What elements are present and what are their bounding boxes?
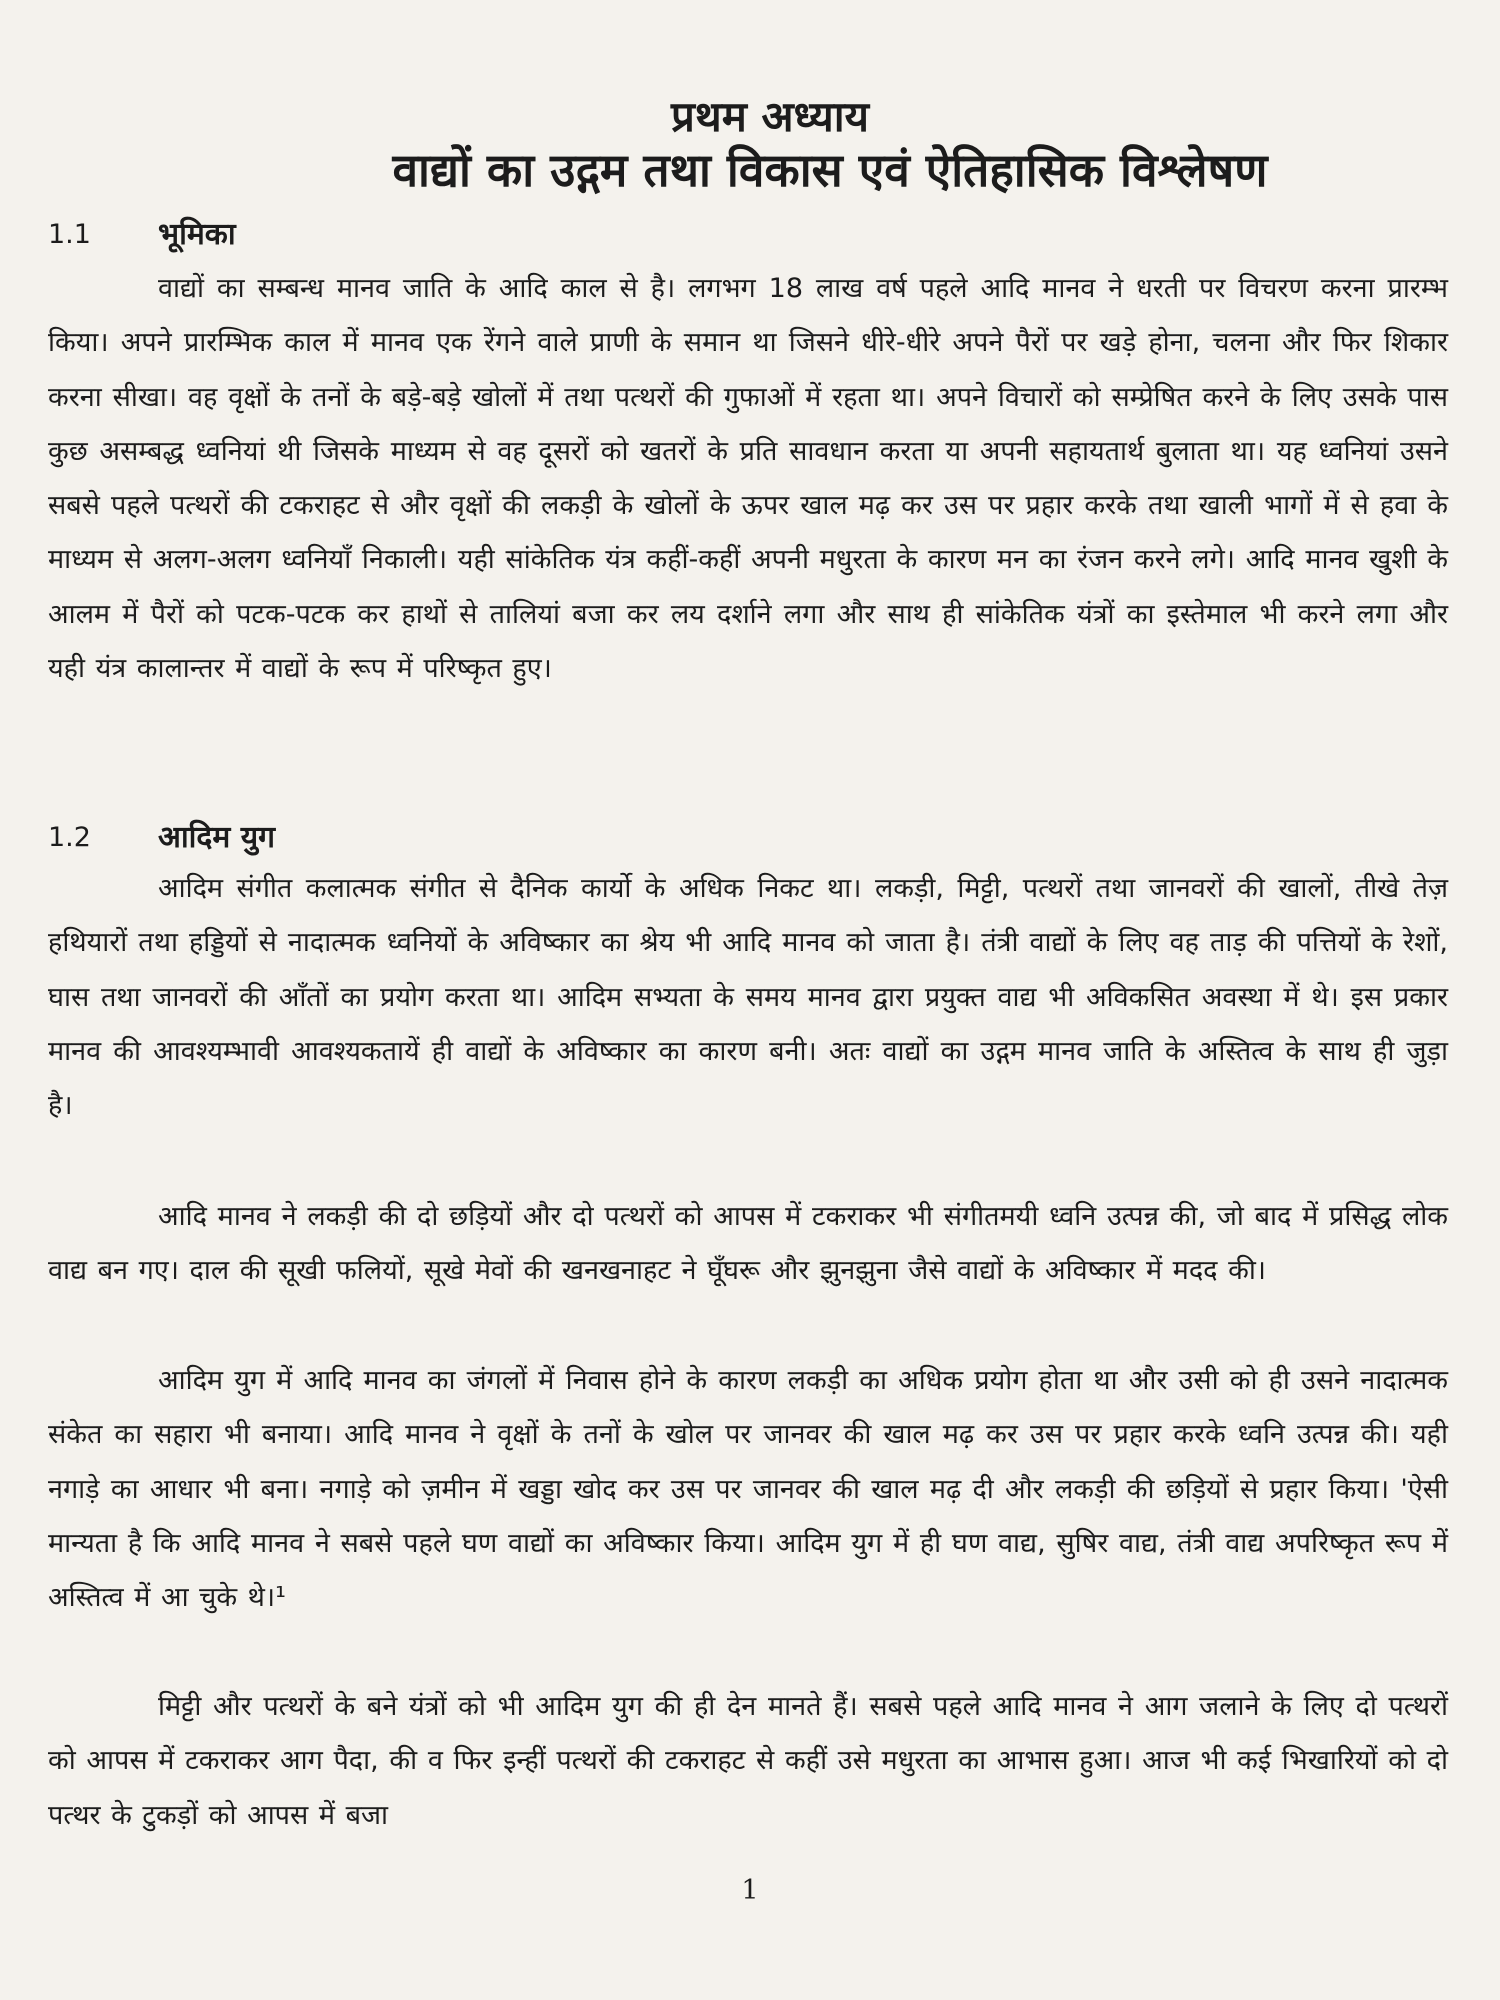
chapter-title: प्रथम अध्याय [671,92,869,141]
paragraph: वाद्यों का सम्बन्ध मानव जाति के आदि काल से है। लगभग 18 लाख वर्ष पहले आदि मानव ने धरती पर विचरण करना प्रारम्भ किया। अपने प्रारम्भिक काल में मानव एक रेंगने वाले प्राणी के समान था जिसने धीरे-धीरे अपने पैरों पर खड़े होना, चलना और फिर शिकार करना सीखा। वह वृक्षों के तनों के बड़े-बड़े खोलों में तथा पत्थरों की गुफाओं में रहता था। अपने विचारों को सम्प्रेषित करने के लिए उसके पास कुछ असम्बद्ध ध्वनियां थी जिसके माध्यम से वह दूसरों को खतरों के प्रति सावधान करता या अपनी सहायतार्थ बुलाता था। यह ध्वनियां उसने सबसे पहले पत्थरों की टकराहट से और वृक्षों की लकड़ी के खोलों के ऊपर खाल मढ़ कर उस पर प्रहार करके तथा खाली भागों में से हवा के माध्यम से अलग-अलग ध्वनियाँ निकाली। यही सांकेतिक यंत्र कहीं-कहीं अपनी मधुरता के कारण मन का रंजन करने लगे। आदि मानव खुशी के आलम में पैरों को पटक-पटक कर हाथों से तालियां बजा कर लय दर्शाने लगा और साथ ही सांकेतिक यंत्रों का इस्तेमाल भी करने लगा और यही यंत्र कालान्तर में वाद्यों के रूप में परिष्कृत हुए। [48,273,1448,685]
paragraph: आदि मानव ने लकड़ी की दो छड़ियों और दो पत्थरों को आपस में टकराकर भी संगीतमयी ध्वनि उत्पन्न की, जो बाद में प्रसिद्ध लोक वाद्य बन गए। दाल की सूखी फलियों, सूखे मेवों की खनखनाहट ने घूँघरू और झुनझुना जैसे वाद्यों के अविष्कार में मदद की। [48,1201,1448,1287]
chapter-subtitle: वाद्यों का उद्गम तथा विकास एवं ऐतिहासिक विश्लेषण [392,143,1268,197]
page-number: 1 [741,1875,759,1906]
section-title: आदिम युग [158,820,276,855]
paragraph: आदिम संगीत कलात्मक संगीत से दैनिक कार्यो के अधिक निकट था। लकड़ी, मिट्टी, पत्थरों तथा जानवरों की खालों, तीखे तेज़ हथियारों तथा हड्डियों से नादात्मक ध्वनियों के अविष्कार का श्रेय भी आदि मानव को जाता है। तंत्री वाद्यों के लिए वह ताड़ की पत्तियों के रेशों, घास तथा जानवरों की आँतों का प्रयोग करता था। आदिम सभ्यता के समय मानव द्वारा प्रयुक्त वाद्य भी अविकसित अवस्था में थे। इस प्रकार मानव की आवश्यम्भावी आवश्यकतायें ही वाद्यों के अविष्कार का कारण बनी। अतः वाद्यों का उद्गम मानव जाति के अस्तित्व के साथ ही जुड़ा है। [48,873,1448,1122]
section-number: 1.1 [48,219,91,250]
paragraph: आदिम युग में आदि मानव का जंगलों में निवास होने के कारण लकड़ी का अधिक प्रयोग होता था और उसी को ही उसने नादात्मक संकेत का सहारा भी बनाया। आदि मानव ने वृक्षों के तनों के खोल पर जानवर की खाल मढ़ कर उस पर प्रहार करके ध्वनि उत्पन्न की। यही नगाड़े का आधार भी बना। नगाड़े को ज़मीन में खड्डा खोद कर उस पर जानवर की खाल मढ़ दी और लकड़ी की छड़ियों से प्रहार किया। 'ऐसी मान्यता है कि आदि मानव ने सबसे पहले घण वाद्यों का अविष्कार किया। आदिम युग में ही घण वाद्य, सुषिर वाद्य, तंत्री वाद्य अपरिष्कृत रूप में अस्तित्व में आ चुके थे।¹ [48,1365,1448,1614]
section-heading-1-2 [48,818,275,858]
section-heading-1-1 [48,215,236,255]
section-title: भूमिका [158,217,236,252]
paragraph: मिट्टी और पत्थरों के बने यंत्रों को भी आदिम युग की ही देन मानते हैं। सबसे पहले आदि मानव ने आग जलाने के लिए दो पत्थरों को आपस में टकराकर आग पैदा, की व फिर इन्हीं पत्थरों की टकराहट से कहीं उसे मधुरता का आभास हुआ। आज भी कई भिखारियों को दो पत्थर के टुकड़ों को आपस में बजा [48,1691,1448,1831]
section-number: 1.2 [48,822,91,853]
